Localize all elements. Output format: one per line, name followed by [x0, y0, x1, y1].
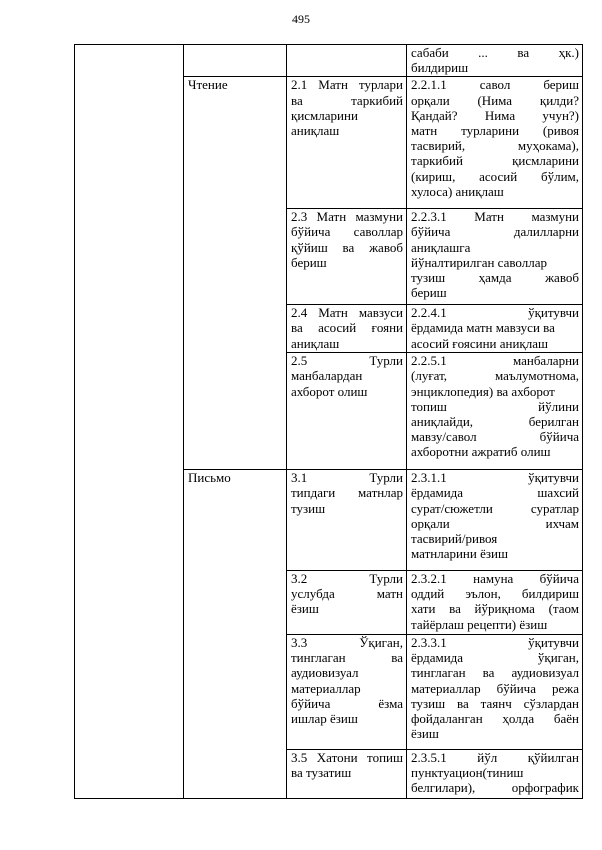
- topic-line: аниқлаш: [291, 335, 340, 351]
- outcome-line: аниқлайди, берилган: [411, 414, 579, 430]
- outcome-line: аниқлашга: [411, 239, 471, 255]
- topic-line: манбалардан: [291, 368, 363, 384]
- outcome-line: (луғат, маълумотнома,: [411, 368, 579, 384]
- topic-cell: [287, 209, 407, 305]
- outcome-line: матнларини ёзиш: [411, 546, 508, 562]
- outcome-line: материаллар бўйича режа: [411, 680, 579, 696]
- outcome-line: орқали (Нима қилди?: [411, 92, 579, 108]
- outcome-line: хати ва йўриқнома (таом: [411, 601, 579, 617]
- outcome-line: сурат/сюжетли суратлар: [411, 500, 579, 516]
- outcome-cell: [407, 571, 583, 635]
- outcome-line: тасвирий/ривоя: [411, 531, 498, 547]
- outcome-line: хулоса) аниқлаш: [411, 183, 504, 199]
- topic-line: 2.4 Матн мавзуси: [291, 305, 403, 321]
- topic-line: ёзиш: [291, 601, 319, 617]
- outcome-cell: [407, 635, 583, 750]
- outcome-line: 2.2.1.1 савол бериш: [411, 77, 579, 93]
- topic-cell: [287, 353, 407, 470]
- topic-line: қисмларини: [291, 107, 358, 123]
- topic-line: 2.3 Матн мазмуни: [291, 209, 403, 225]
- outcome-line: билдириш: [411, 60, 469, 76]
- topic-cell: [287, 635, 407, 750]
- topic-cell: [287, 470, 407, 571]
- outcome-line: тинглаган ва аудиовизуал: [411, 665, 579, 681]
- topic-line: бўйича саволлар: [291, 224, 403, 240]
- outcome-line: (кириш, асосий бўлим,: [411, 168, 579, 184]
- outcome-line: 2.3.5.1 йўл қўйилган: [411, 750, 579, 765]
- outcome-line: 2.2.4.1 ўқитувчи: [411, 305, 579, 321]
- outcome-line: оддий эълон, билдириш: [411, 586, 579, 602]
- topic-line: тузиш: [291, 500, 326, 516]
- outcome-line: орқали ихчам: [411, 515, 579, 531]
- outcome-line: топиш йўлини: [411, 398, 579, 414]
- outcome-line: таркибий қисмларини: [411, 153, 579, 169]
- outcome-line: 2.3.1.1 ўқитувчи: [411, 470, 579, 486]
- section-cell: Письмо: [184, 470, 287, 799]
- outcome-line: белгилари), орфографик: [411, 780, 579, 796]
- outcome-cell: [407, 45, 583, 77]
- outcome-line: сабаби ... ва ҳк.): [411, 45, 579, 60]
- topic-line: ва асосий ғояни: [291, 320, 403, 336]
- outcome-cell: [407, 77, 583, 209]
- outcome-cell: [407, 750, 583, 799]
- outcome-cell: [407, 470, 583, 571]
- outcome-cell: [407, 305, 583, 353]
- outcome-line: бериш: [411, 285, 447, 301]
- curriculum-table: [74, 44, 583, 799]
- topic-cell: [287, 750, 407, 799]
- empty-left-cell: [75, 45, 184, 799]
- outcome-line: ёрдамида ўқиган,: [411, 650, 579, 666]
- topic-cell: [287, 45, 407, 77]
- page-number: 495: [292, 12, 310, 26]
- outcome-line: 2.2.5.1 манбаларни: [411, 353, 579, 369]
- outcome-cell: [407, 353, 583, 470]
- topic-line: типдаги матнлар: [291, 485, 403, 501]
- topic-line: аниқлаш: [291, 123, 340, 139]
- outcome-line: асосий ғоясини аниқлаш: [411, 335, 549, 351]
- outcome-line: ёзиш: [411, 726, 439, 742]
- outcome-line: матн турларини (ривоя: [411, 123, 579, 139]
- topic-line: 2.1 Матн турлари: [291, 77, 403, 93]
- outcome-line: пунктуацион(тиниш: [411, 765, 524, 781]
- topic-line: 3.2 Турли: [291, 571, 403, 586]
- outcome-line: Қандай? Нима учун?): [411, 107, 579, 123]
- section-cell: Чтение: [184, 77, 287, 470]
- topic-line: тинглаган ва: [291, 650, 403, 666]
- topic-line: бериш: [291, 254, 327, 270]
- topic-line: қўйиш ва жавоб: [291, 239, 403, 255]
- outcome-line: мавзу/савол бўйича: [411, 429, 579, 445]
- topic-line: бўйича ёзма: [291, 695, 403, 711]
- outcome-line: ахборотни ажратиб олиш: [411, 444, 551, 460]
- topic-line: 3.1 Турли: [291, 470, 403, 486]
- section-cell: [184, 45, 287, 77]
- outcome-line: ёрдамида шахсий: [411, 485, 579, 501]
- outcome-line: тузиш ва таянч сўзлардан: [411, 695, 579, 711]
- outcome-line: фойдаланган ҳолда баён: [411, 711, 579, 727]
- topic-line: услубда матн: [291, 586, 403, 602]
- topic-cell: [287, 571, 407, 635]
- topic-line: материаллар: [291, 680, 361, 696]
- topic-line: ишлар ёзиш: [291, 711, 358, 727]
- outcome-line: 2.2.3.1 Матн мазмуни: [411, 209, 579, 225]
- outcome-line: йўналтирилган саволлар: [411, 254, 547, 270]
- topic-line: 3.3 Ўқиган,: [291, 635, 403, 650]
- topic-line: ва тузатиш: [291, 765, 352, 781]
- topic-cell: [287, 305, 407, 353]
- outcome-cell: [407, 209, 583, 305]
- topic-line: 3.5 Хатони топиш: [291, 750, 403, 765]
- outcome-line: 2.3.3.1 ўқитувчи: [411, 635, 579, 650]
- outcome-line: тайёрлаш рецепти) ёзиш: [411, 616, 548, 632]
- topic-line: 2.5 Турли: [291, 353, 403, 369]
- table-row: [75, 45, 583, 77]
- topic-line: ва таркибий: [291, 92, 403, 108]
- outcome-line: 2.3.2.1 намуна бўйича: [411, 571, 579, 586]
- topic-line: аудиовизуал: [291, 665, 359, 681]
- topic-cell: [287, 77, 407, 209]
- outcome-line: бўйича далилларни: [411, 224, 579, 240]
- outcome-line: тасвирий, муҳокама),: [411, 138, 579, 154]
- outcome-line: энциклопедия) ва ахборот: [411, 383, 555, 399]
- outcome-line: ёрдамида матн мавзуси ва: [411, 320, 555, 336]
- topic-line: ахборот олиш: [291, 383, 368, 399]
- outcome-line: тузиш ҳамда жавоб: [411, 270, 579, 286]
